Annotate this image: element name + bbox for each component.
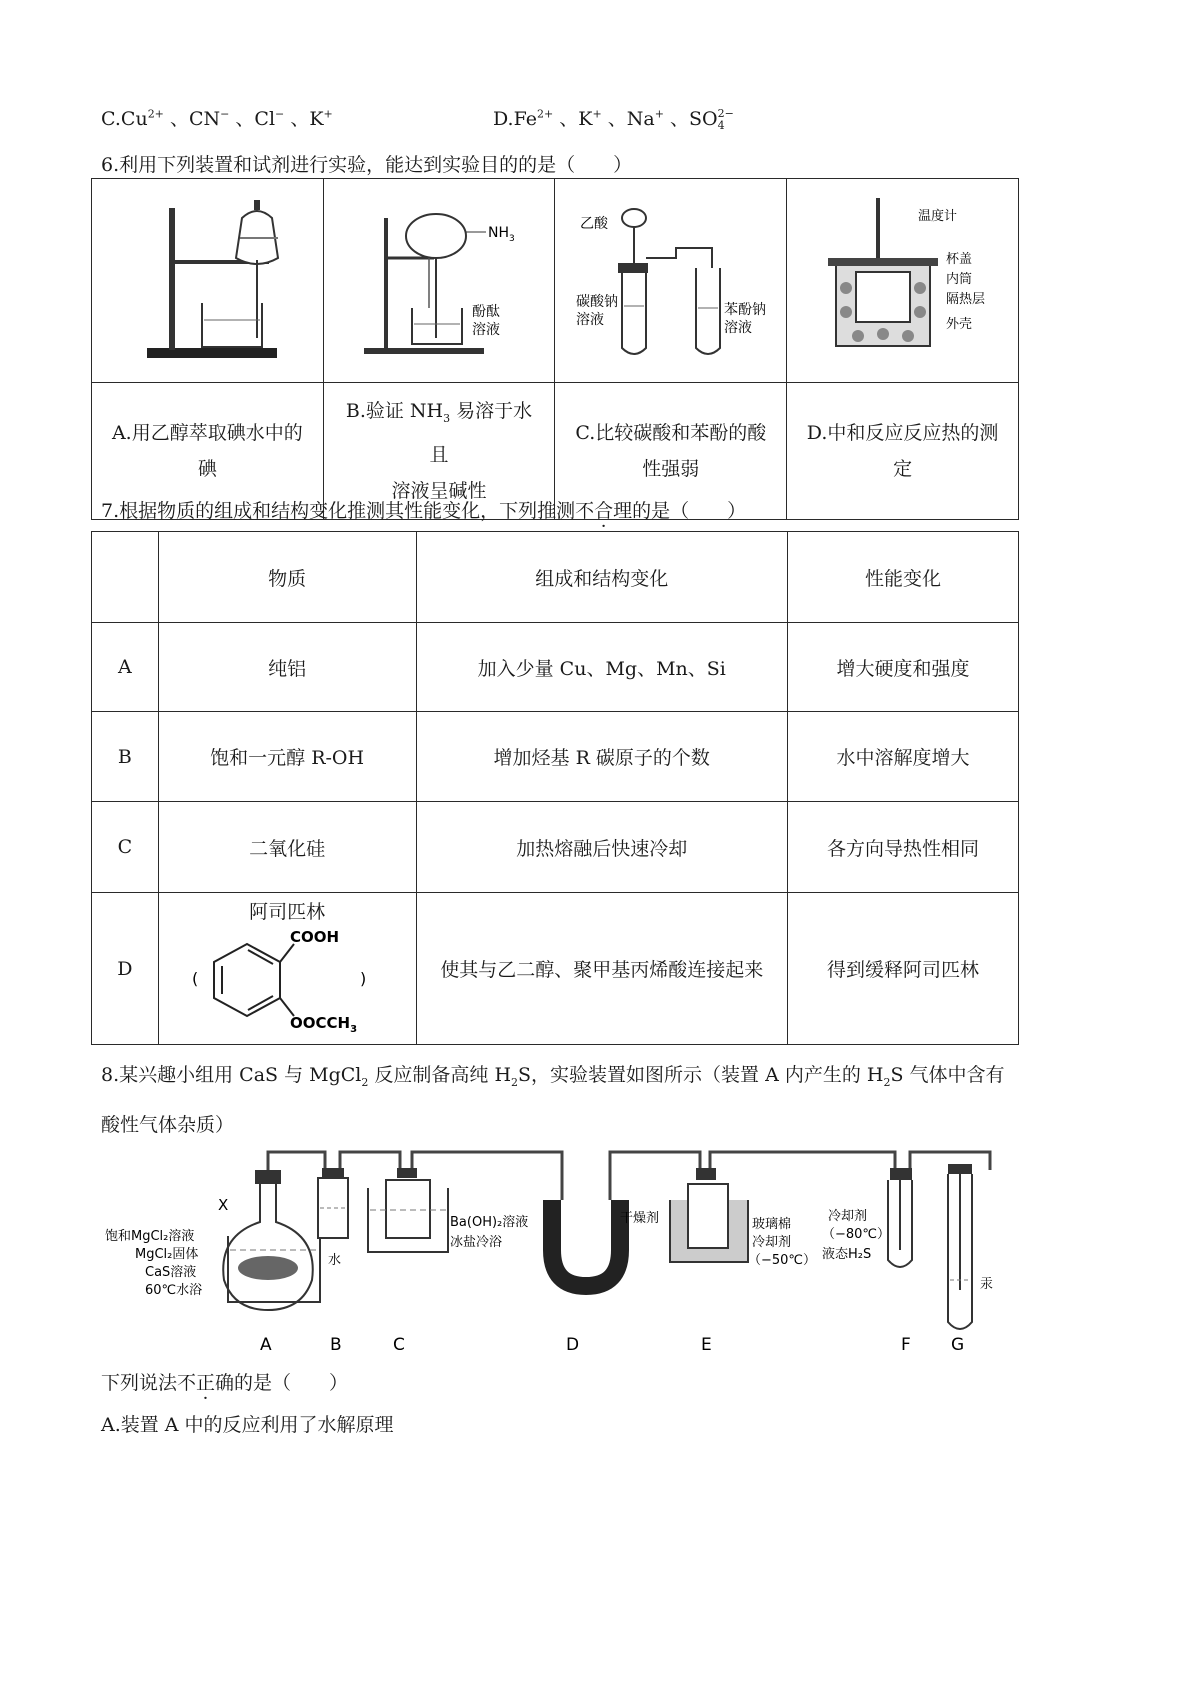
x-label: X <box>218 1196 229 1214</box>
label-c: C <box>393 1335 405 1355</box>
row-key: A <box>92 623 159 712</box>
water-bath-label: 60℃水浴 <box>145 1283 203 1298</box>
separatory-funnel-apparatus <box>107 188 307 368</box>
inner-cup-label: 内筒 <box>945 272 972 287</box>
q8-apparatus-figure <box>100 1140 1010 1355</box>
phenolphthalein-label: 酚酞 <box>472 304 501 320</box>
nh3-label: $NH_3$ <box>488 225 515 244</box>
row-key: D <box>92 893 159 1045</box>
q8-subquestion: 下列说法不正确的是（ ） <box>101 1372 349 1394</box>
insulation-label: 隔热层 <box>945 292 985 307</box>
q6-figure-c <box>555 179 787 383</box>
q6-option-c: C.比较碳酸和苯酚的酸 性强弱 <box>555 383 787 520</box>
ice-salt-bath-label: 冰盐冷浴 <box>450 1235 503 1250</box>
coolant-f-label: 冷却剂 <box>828 1209 868 1224</box>
row-substance: 饱和一元醇 R-OH <box>158 712 416 802</box>
row-effect: 增大硬度和强度 <box>787 623 1018 712</box>
cas-solution-label: CaS溶液 <box>145 1265 197 1280</box>
calorimeter-apparatus <box>798 188 1008 368</box>
outer-shell-label: 外壳 <box>945 317 972 332</box>
mgcl2-solid-label: MgCl₂固体 <box>135 1247 199 1262</box>
baoh2-label: Ba(OH)₂溶液 <box>450 1215 529 1230</box>
q7-table <box>91 531 1019 1045</box>
coolant-e-temp-label: （−50℃） <box>748 1253 817 1268</box>
label-d: D <box>566 1335 580 1355</box>
cooh-group: COOH <box>290 927 340 946</box>
q7-stem: 7.根据物质的组成和结构变化推测其性能变化，下列推测不合理的是（ ） <box>101 500 747 522</box>
header-key <box>92 532 159 623</box>
row-effect: 各方向导热性相同 <box>787 802 1018 893</box>
coolant-e-label: 冷却剂 <box>752 1235 792 1250</box>
q8-stem-line2: 酸性气体杂质） <box>101 1114 235 1136</box>
row-substance: 二氧化硅 <box>158 802 416 893</box>
row-change: 加热熔融后快速冷却 <box>416 802 787 893</box>
sodium-phenoxide-label: 苯酚钠 <box>723 302 766 318</box>
sodium-carbonate-label: 碳酸钠 <box>575 294 618 310</box>
table-row <box>92 623 1019 712</box>
q8-option-a: A.装置 A 中的反应利用了水解原理 <box>101 1414 394 1436</box>
row-substance: 纯铝 <box>158 623 416 712</box>
acetic-acid-label: 乙酸 <box>579 216 608 232</box>
q6-figure-d <box>787 179 1019 383</box>
label-f: F <box>901 1335 911 1355</box>
q6-figure-b <box>323 179 555 383</box>
desiccant-label: 干燥剂 <box>620 1211 660 1226</box>
solution-label: 溶液 <box>472 322 501 338</box>
mercury-label: 汞 <box>980 1277 994 1292</box>
q6-stem: 6.利用下列装置和试剂进行实验，能达到实验目的的是（ ） <box>101 154 633 176</box>
row-effect: 得到缓释阿司匹林 <box>787 893 1018 1045</box>
row-effect: 水中溶解度增大 <box>787 712 1018 802</box>
label-a: A <box>260 1335 272 1355</box>
paren-open: ( <box>192 968 199 988</box>
q6-table <box>91 178 1019 520</box>
acid-strength-apparatus <box>566 188 776 368</box>
q6-option-a: A.用乙醇萃取碘水中的 碘 <box>92 383 324 520</box>
q6-option-b: B.验证 $NH_3$ 易溶于水且 溶液呈碱性 <box>323 383 555 520</box>
label-e: E <box>701 1335 712 1355</box>
coolant-f-temp-label: （−80℃） <box>822 1227 891 1242</box>
lid-label: 杯盖 <box>945 252 972 267</box>
q6-option-d: D.中和反应反应热的测 定 <box>787 383 1019 520</box>
glass-wool-label: 玻璃棉 <box>752 1217 792 1232</box>
row-change: 增加烃基 R 碳原子的个数 <box>416 712 787 802</box>
paren-close: ) <box>360 968 367 988</box>
label-g: G <box>951 1335 965 1355</box>
solution-label-right: 溶液 <box>723 320 752 336</box>
fountain-apparatus <box>334 188 544 368</box>
row-substance-aspirin: 阿司匹林 ( COOH $OOCCH_3$ ) <box>158 893 416 1045</box>
thermometer-label: 温度计 <box>917 209 957 224</box>
row-key: C <box>92 802 159 893</box>
q6-figure-a <box>92 179 324 383</box>
q8-stem: 8.某兴趣小组用 CaS 与 MgCl$_2$ 反应制备高纯 $H_2S$，实验装置如图所示（装置 A 内产生的 $H_2S$ 气体中含有 <box>101 1064 1005 1089</box>
header-change: 组成和结构变化 <box>416 532 787 623</box>
header-substance: 物质 <box>158 532 416 623</box>
solution-label-left: 溶液 <box>575 312 604 328</box>
liquid-h2s-label: 液态H₂S <box>822 1247 872 1262</box>
row-key: B <box>92 712 159 802</box>
table-row <box>92 893 1019 1045</box>
label-b: B <box>330 1335 342 1355</box>
q5-option-d: $D.Fe^{2+}$ 、K+ 、Na+ 、SO 2− 4 <box>493 107 734 132</box>
sat-mgcl2-label: 饱和MgCl₂溶液 <box>105 1229 195 1244</box>
table-row <box>92 802 1019 893</box>
q5-option-c: $C.Cu^{2+}$ 、CN− 、Cl− 、K+ <box>101 107 333 130</box>
row-change: 使其与乙二醇、聚甲基丙烯酸连接起来 <box>416 893 787 1045</box>
aspirin-structure <box>182 926 392 1036</box>
row-change: 加入少量 Cu、Mg、Mn、Si <box>416 623 787 712</box>
ester-group: $OOCCH_3$ <box>290 1013 358 1035</box>
water-label: 水 <box>328 1253 342 1268</box>
table-row <box>92 712 1019 802</box>
header-effect: 性能变化 <box>787 532 1018 623</box>
